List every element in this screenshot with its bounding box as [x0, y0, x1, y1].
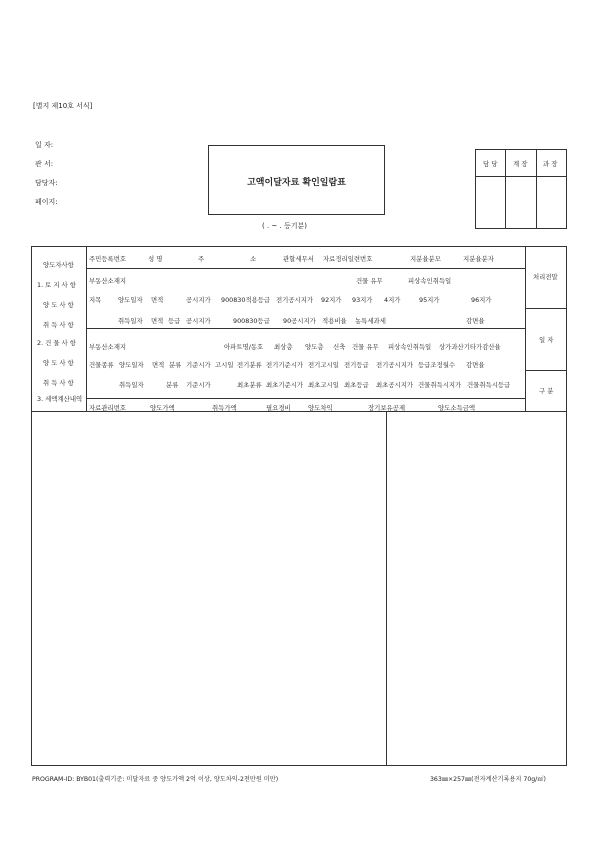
cell: 최상층 [274, 343, 293, 351]
meta-person-label: 담당자: [35, 179, 58, 187]
cell: 전기기준시가 [266, 361, 304, 369]
cell: 적용비율 [322, 317, 347, 325]
label-land-transfer: 양 도 사 항 [43, 301, 74, 309]
label-tax: 3. 세액계산내역 [37, 395, 83, 403]
cell: 기준시가 [186, 361, 211, 369]
cell: 건물 유무 [352, 343, 379, 351]
cell: 최초기준시가 [266, 381, 304, 389]
label-category: 구 분 [539, 387, 554, 395]
cell-land-heir-date: 피상속인취득일 [408, 277, 452, 285]
cell: 4지가 [384, 296, 401, 304]
cell: 고시일 [215, 361, 234, 369]
footer-program-id: PROGRAM-ID: BYB01(출력기준: 미달자료 중 양도가액 2억 이상, 양도차익-2천만원 미만) [32, 776, 279, 783]
cell-address-a: 주 [198, 255, 205, 263]
cell: 아파트명/동호 [224, 343, 264, 351]
cell: 감면율 [466, 361, 485, 369]
cell: 건물취득시등급 [467, 381, 511, 389]
meta-page-label: 페이지: [35, 198, 58, 206]
cell-share-denom: 지분율분모 [410, 255, 441, 263]
cell: 전기공시지가 [276, 296, 314, 304]
cell: 90공시지가 [283, 317, 316, 325]
cell: 900830등급 [233, 317, 270, 325]
cell: 등급 [168, 317, 181, 325]
cell: 양도소득금액 [438, 404, 476, 412]
cell: 취득일자 [118, 317, 143, 325]
label-building-transfer: 양 도 사 항 [43, 359, 74, 367]
cell: 95지가 [419, 296, 440, 304]
cell: 등급조정월수 [418, 361, 456, 369]
cell: 피상속인취득일 [388, 343, 432, 351]
cell: 최초고시일 [308, 381, 339, 389]
label-processing: 처리전말 [533, 273, 558, 281]
cell-land-location: 부동산소재지 [89, 277, 127, 285]
cell: 지목 [89, 296, 102, 304]
cell: 양도일자 [119, 361, 144, 369]
cell: 취득가액 [212, 404, 237, 412]
cell-land-building-flag: 건물 유무 [356, 277, 383, 285]
cell: 부동산소재지 [89, 343, 127, 351]
cell: 전기등급 [344, 361, 369, 369]
label-land: 1. 토 지 사 항 [37, 281, 76, 289]
cell: 면적 [151, 296, 164, 304]
cell: 전기공시지가 [376, 361, 414, 369]
cell: 필요경비 [266, 404, 291, 412]
cell-share-numer: 지분율분자 [463, 255, 494, 263]
cell: 93지가 [352, 296, 373, 304]
label-building-acquire: 취 득 사 항 [43, 379, 74, 387]
cell: 건물취득시지가 [418, 381, 462, 389]
cell: 기준시가 [186, 381, 211, 389]
title-box [208, 145, 385, 215]
cell: 최초분류 [237, 381, 262, 389]
date-range: ( . ~ . 등기분) [262, 222, 307, 230]
label-transferor: 양도자사항 [43, 261, 74, 269]
cell: 농특세과세 [355, 317, 386, 325]
document-title: 고액이달자료 확인일람표 [247, 178, 346, 188]
cell-tax-office: 관할세무서 [283, 255, 314, 263]
cell: 전기분류 [237, 361, 262, 369]
cell: 양도층 [305, 343, 324, 351]
cell: 양도일자 [118, 296, 143, 304]
meta-office-label: 관 서: [35, 160, 54, 168]
cell-address-b: 소 [250, 255, 257, 263]
cell: 최초공시지가 [376, 381, 414, 389]
cell-resident-no: 주민등록번호 [89, 255, 127, 263]
cell: 자료관리번호 [89, 404, 127, 412]
cell: 신축 [333, 343, 346, 351]
cell: 취득일자 [119, 381, 144, 389]
approval-manager: 과 장 [543, 160, 558, 168]
cell: 장기보유공제 [368, 404, 406, 412]
cell: 92지가 [321, 296, 342, 304]
label-building: 2. 건 물 사 항 [37, 339, 76, 347]
cell: 면적 [152, 361, 165, 369]
cell: 상가과산기타가감산율 [439, 343, 501, 351]
cell-name: 성 명 [148, 255, 163, 263]
cell: 양도차익 [308, 404, 333, 412]
form-number: [별지 제10호 서식] [33, 102, 93, 110]
label-date: 일 자 [539, 336, 554, 344]
cell: 면적 [151, 317, 164, 325]
cell: 공시지가 [186, 296, 211, 304]
cell: 96지가 [471, 296, 492, 304]
approval-chief: 계 장 [513, 160, 528, 168]
cell: 감면율 [466, 317, 485, 325]
cell: 분류 [166, 381, 179, 389]
cell: 최초등급 [344, 381, 369, 389]
approval-staff: 담 당 [483, 160, 498, 168]
cell: 공시지가 [186, 317, 211, 325]
cell: 분류 [169, 361, 182, 369]
label-land-acquire: 취 득 사 항 [43, 321, 74, 329]
meta-date-label: 일 자: [35, 141, 54, 149]
cell: 900830적용등급 [221, 296, 271, 304]
cell: 건물종류 [89, 361, 114, 369]
cell: 전기고시일 [308, 361, 339, 369]
cell: 양도가액 [150, 404, 175, 412]
cell-serial: 자료정리일련번호 [323, 255, 373, 263]
footer-paper-spec: 363㎜×257㎜(전자계산기록용지 70g/㎡) [430, 776, 546, 783]
